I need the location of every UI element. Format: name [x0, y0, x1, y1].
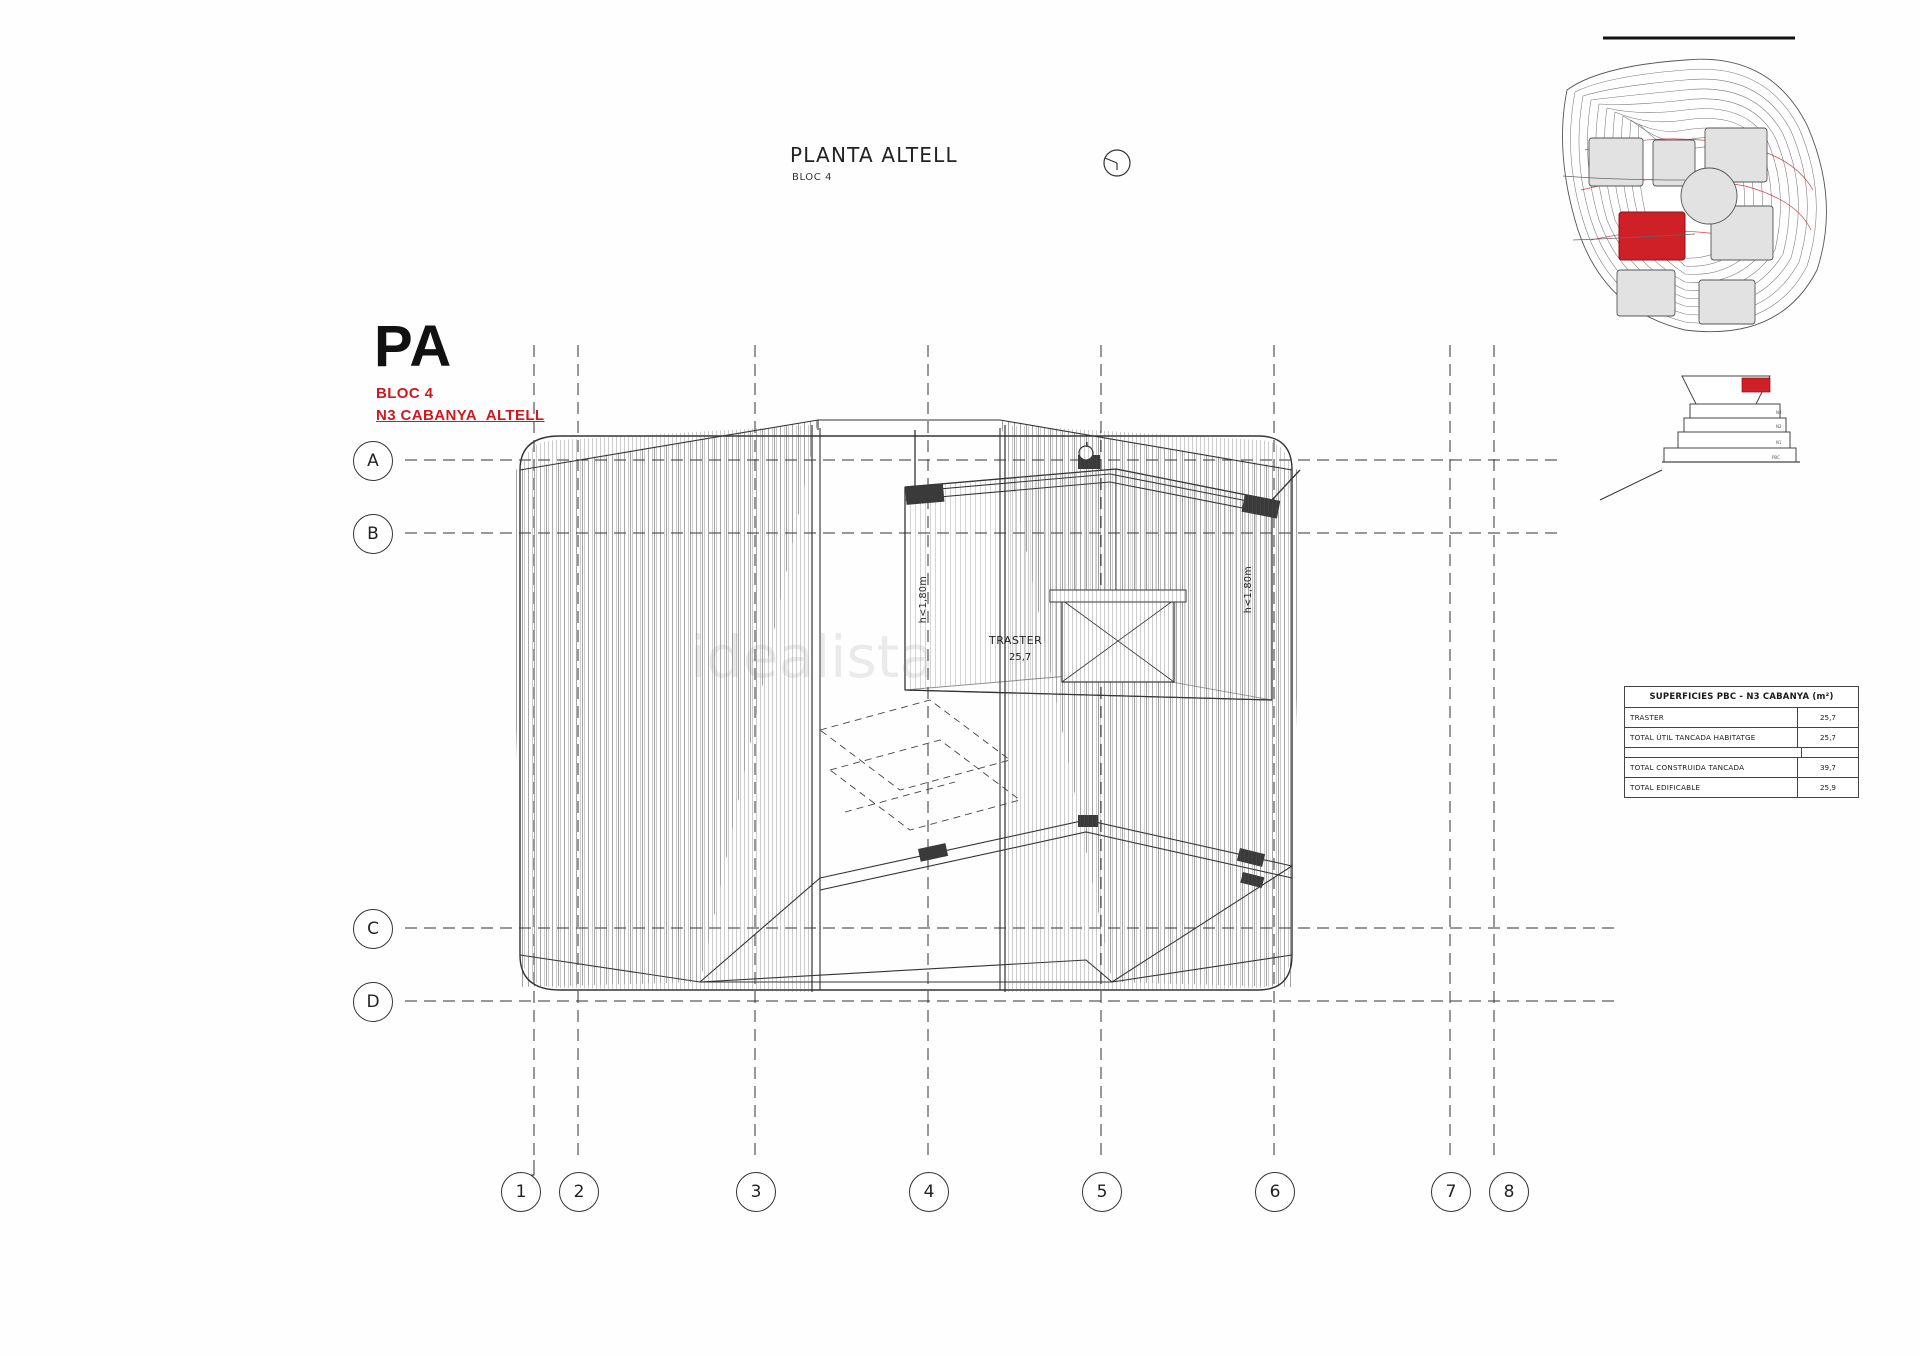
- grid-bubble-8[interactable]: 8: [1489, 1172, 1529, 1212]
- section-highlight: [1742, 378, 1770, 392]
- site-key-plan: [1545, 30, 1850, 360]
- north-arrow-icon: [1097, 143, 1137, 183]
- grid-bubble-6[interactable]: 6: [1255, 1172, 1295, 1212]
- watermark-text: idealista: [690, 623, 935, 691]
- surfaces-row-label: TRASTER: [1630, 713, 1664, 722]
- surfaces-row-label: [1625, 748, 1801, 757]
- below-outline-dashed: [820, 700, 1020, 830]
- surfaces-row-label: TOTAL ÚTIL TANCADA HABITATGE: [1630, 733, 1756, 742]
- grid-bubble-7[interactable]: 7: [1431, 1172, 1471, 1212]
- height-note-left: h<1,80m: [918, 576, 929, 624]
- plan-code: PA: [374, 314, 453, 379]
- grid-bubble-2[interactable]: 2: [559, 1172, 599, 1212]
- grid-bubble-4[interactable]: 4: [909, 1172, 949, 1212]
- table-row: [1625, 728, 1858, 748]
- table-row: [1625, 708, 1858, 728]
- surfaces-row-value: 25,7: [1797, 708, 1858, 727]
- surfaces-row-value: [1801, 748, 1858, 757]
- surfaces-row-value: 39,7: [1797, 758, 1858, 777]
- table-row-spacer: [1625, 748, 1858, 758]
- grid-bubble-d[interactable]: D: [353, 982, 393, 1022]
- surfaces-table: [1624, 686, 1859, 798]
- grid-bubble-5[interactable]: 5: [1082, 1172, 1122, 1212]
- plan-label-unit: N3 CABANYA_ALTELL: [376, 407, 545, 424]
- grid-bubble-3[interactable]: 3: [736, 1172, 776, 1212]
- plan-label-bloc: BLOC 4: [376, 385, 434, 402]
- room-name-traster: TRASTER: [989, 634, 1043, 647]
- section-key-thumbnail: [1660, 370, 1805, 495]
- page-subtitle: BLOC 4: [792, 172, 833, 183]
- svg-text:N1: N1: [1776, 440, 1782, 445]
- surfaces-table-header: SUPERFICIES PBC - N3 CABANYA (m²): [1625, 687, 1858, 708]
- surfaces-row-value: 25,7: [1797, 728, 1858, 747]
- grid-bubble-1[interactable]: 1: [501, 1172, 541, 1212]
- svg-text:N3: N3: [1776, 410, 1782, 415]
- surfaces-row-value: 25,9: [1797, 778, 1858, 797]
- surfaces-row-label: TOTAL CONSTRUIDA TANCADA: [1630, 763, 1745, 772]
- table-row: [1625, 778, 1858, 797]
- grid-bubble-a[interactable]: A: [353, 441, 393, 481]
- surfaces-row-label: TOTAL EDIFICABLE: [1630, 783, 1701, 792]
- svg-text:PBC: PBC: [1772, 455, 1780, 460]
- table-row: [1625, 758, 1858, 778]
- grid-bubble-c[interactable]: C: [353, 909, 393, 949]
- height-note-right: h<1,80m: [1243, 566, 1254, 614]
- room-area-traster: 25,7: [1009, 652, 1032, 663]
- page-title: PLANTA ALTELL: [790, 143, 958, 167]
- grid-bubble-b[interactable]: B: [353, 514, 393, 554]
- svg-text:N2: N2: [1776, 424, 1782, 429]
